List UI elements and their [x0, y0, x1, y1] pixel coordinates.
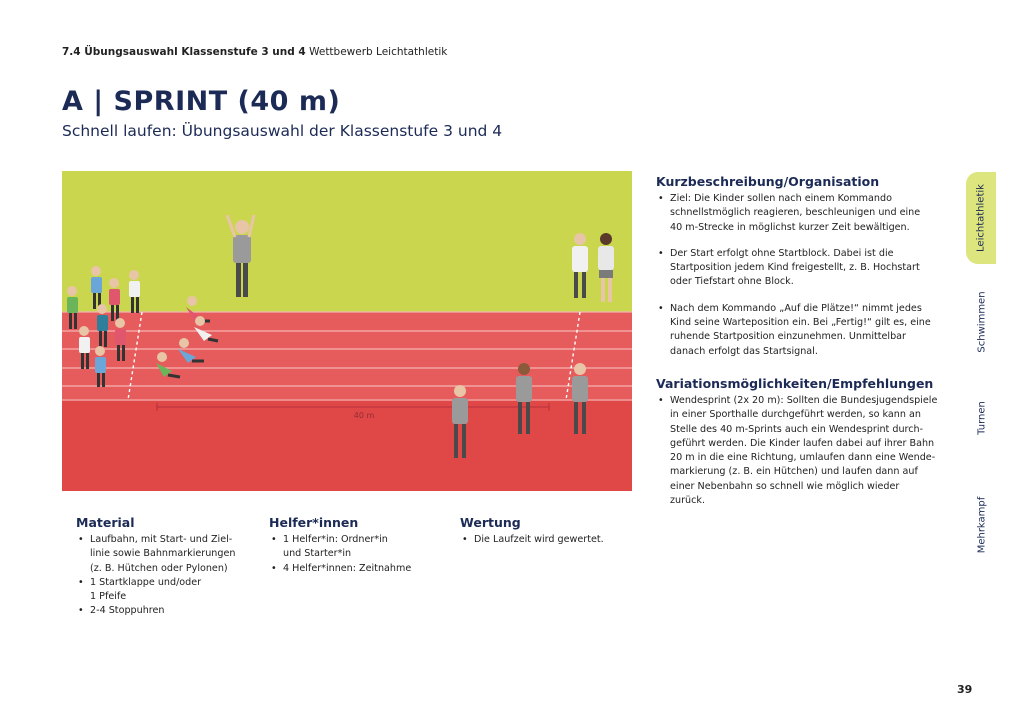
variations-list [656, 394, 946, 508]
track-lanes [62, 312, 632, 401]
page-title: A | SPRINT (40 m) [62, 86, 341, 117]
helpers-heading: Helfer*innen [269, 515, 359, 530]
list-item: • Nach dem Kommando „Auf die Plätze!“ nimmt jedes Kind seine Warteposition ein. Bei „Fertig!“ gilt es, eine ruhende Startposition einzunehmen. Unmittelbar danach erfolgt das Startsignal. [656, 302, 946, 359]
page-number: 39 [957, 683, 973, 696]
list-item: • Wendesprint (2x 20 m): Sollten die Bundesjugendspiele in einer Sporthalle durchgeführt werden, so kann an Stelle des 40 m-Sprints auch ein Wendesprint durch- geführt werden. Die Kinder laufen dabei auf ihrer Bahn 20 m in die eine Richtung, umlaufen dann eine Wende- markierung (z. B. ein Hütchen) und laufen dann auf einer Nebenbahn so schnell wie möglich wieder zurück. [656, 394, 946, 508]
sprint-track-illustration [62, 171, 632, 491]
page-subtitle: Schnell laufen: Übungsauswahl der Klassenstufe 3 und 4 [62, 122, 503, 140]
list-item: • Der Start erfolgt ohne Startblock. Dabei ist die Startposition jedem Kind freigestellt, z. B. Hochstart oder Tiefstart ohne Block. [656, 247, 946, 290]
description-section [656, 174, 946, 371]
description-list [656, 192, 946, 359]
field-area [62, 171, 632, 314]
list-item: • Die Laufzeit wird gewertet. [460, 533, 630, 547]
side-tab-turnen[interactable]: Turnen [976, 401, 988, 435]
side-tab-leichtathletik[interactable]: Leichtathletik [966, 172, 996, 264]
rating-section [460, 515, 630, 547]
description-heading: Kurzbeschreibung/Organisation [656, 174, 880, 189]
variations-heading: Variationsmöglichkeiten/Empfehlungen [656, 376, 934, 391]
list-item: • Laufbahn, mit Start- und Ziel- linie sowie Bahnmarkierungen (z. B. Hütchen oder Pylonen) [76, 533, 256, 576]
list-item: • 2-4 Stoppuhren [76, 604, 256, 618]
runout-area [62, 399, 632, 491]
breadcrumb-chapter: 7.4 Übungsauswahl Klassenstufe 3 und 4 [62, 46, 306, 58]
rating-list [460, 533, 630, 547]
breadcrumb [62, 46, 447, 58]
helpers-section [269, 515, 439, 576]
list-item: • 1 Startklappe und/oder 1 Pfeife [76, 576, 256, 605]
material-heading: Material [76, 515, 135, 530]
breadcrumb-topic: Wettbewerb Leichtathletik [305, 46, 448, 58]
rating-heading: Wertung [460, 515, 521, 530]
list-item: • 4 Helfer*innen: Zeitnahme [269, 562, 439, 576]
material-list [76, 533, 256, 619]
list-item: • Ziel: Die Kinder sollen nach einem Kommando schnellstmöglich reagieren, beschleunigen und eine 40 m-Strecke in möglichst kurzer Zeit bewältigen. [656, 192, 946, 235]
helpers-list [269, 533, 439, 576]
material-section [76, 515, 256, 619]
side-tab-mehrkampf[interactable]: Mehrkampf [976, 496, 988, 554]
list-item: • 1 Helfer*in: Ordner*in und Starter*in [269, 533, 439, 562]
variations-section [656, 376, 946, 508]
side-tab-schwimmen[interactable]: Schwimmen [976, 291, 988, 353]
distance-label: 40 m [353, 411, 375, 420]
